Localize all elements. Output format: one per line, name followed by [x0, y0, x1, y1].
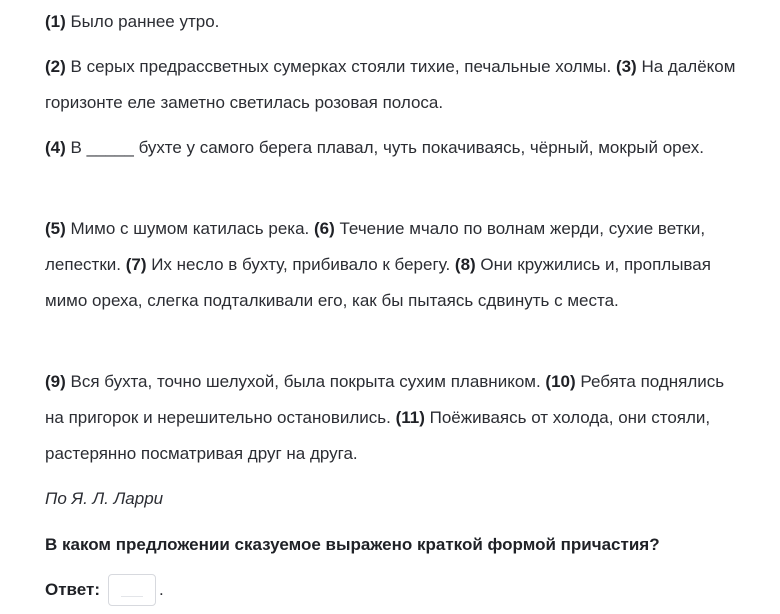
sentence-text: На далёком горизонте еле заметно светилась розовая полоса. [45, 57, 736, 112]
sentence-text: Ребята поднялись на пригорок и нерешительно остановились. [45, 372, 725, 427]
answer-label: Ответ: [45, 580, 100, 599]
sentence-text: Вся бухта, точно шелухой, была покрыта сухим плавником. [65, 372, 546, 391]
answer-input[interactable] [108, 574, 156, 606]
sentence-number: (1) [45, 12, 66, 31]
sentence-number: (11) [395, 408, 425, 427]
author-attribution: По Я. Л. Ларри [45, 489, 164, 508]
sentence-number: (8) [454, 255, 476, 274]
sentence-text: Течение мчало по волнам жерди, сухие ветки, лепестки. [45, 219, 706, 274]
sentence-number: (2) [45, 57, 66, 76]
paragraph-2 [45, 49, 745, 121]
question-text: В каком предложении сказуемое выражено краткой формой причастия? [45, 535, 660, 554]
sentence-text: Было раннее утро. [65, 12, 220, 31]
sentence-number: (4) [45, 138, 66, 157]
sentence-text: В _____ бухте у самого берега плавал, чуть покачиваясь, чёрный, мокрый орех. [65, 138, 704, 157]
sentence-text: Мимо с шумом катилась река. [65, 219, 314, 238]
sentence-text: Они кружились и, проплывая мимо ореха, слегка подталкивали его, как бы пытаясь сдвинуть с места. [45, 255, 711, 310]
sentence-number: (5) [45, 219, 66, 238]
sentence-text: В серых предрассветных сумерках стояли тихие, печальные холмы. [65, 57, 616, 76]
paragraph-3 [45, 130, 745, 166]
sentence-number: (7) [125, 255, 147, 274]
sentence-number: (9) [45, 372, 66, 391]
paragraph-4 [45, 211, 755, 319]
paragraph-1 [45, 4, 219, 40]
sentence-number: (3) [615, 57, 637, 76]
sentence-number: (10) [545, 372, 576, 391]
sentence-text: Поёживаясь от холода, они стояли, растерянно посматривая друг на друга. [45, 408, 711, 463]
answer-trailing-period: . [159, 580, 164, 599]
sentence-number: (6) [314, 219, 335, 238]
answer-row [45, 572, 164, 608]
sentence-text: Их несло в бухту, прибивало к берегу. [146, 255, 455, 274]
paragraph-5 [45, 364, 745, 472]
